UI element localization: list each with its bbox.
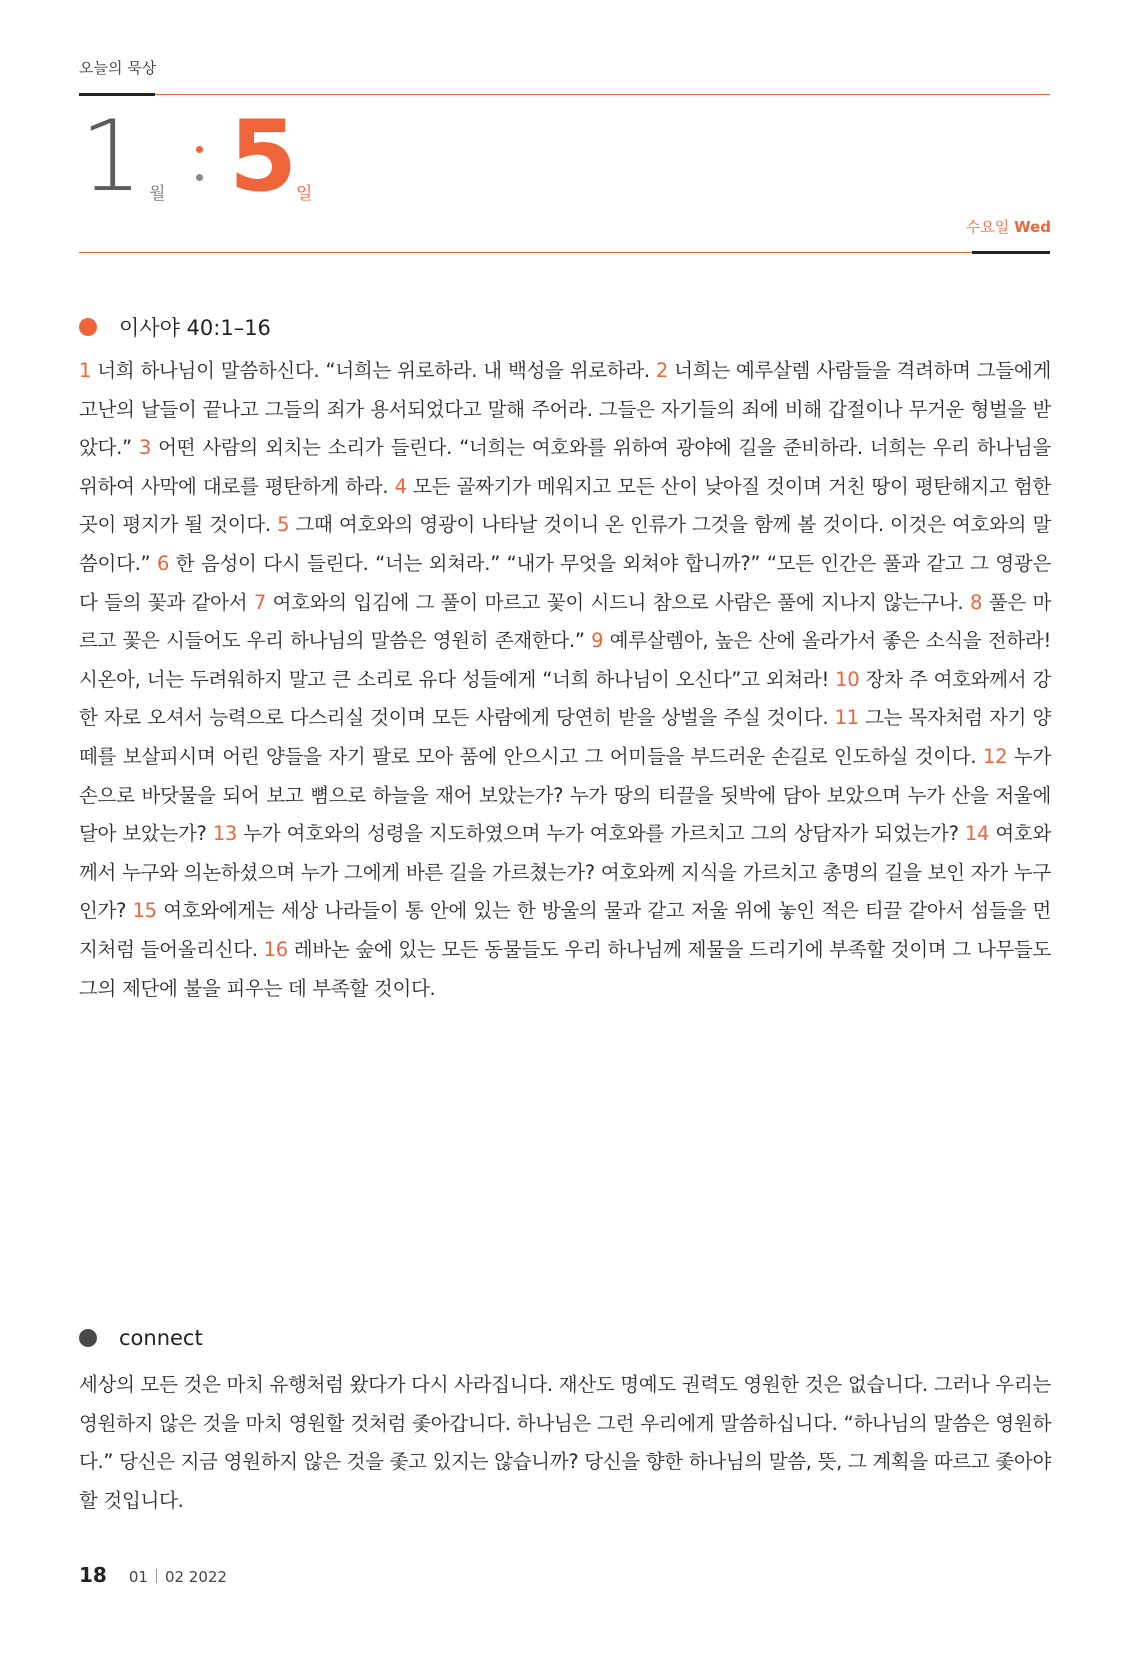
verse-text: 풀은 마르고 꽃은 시들어도 우리 하나님의 말씀은 영원히 존재한다.” <box>79 590 1051 653</box>
verse-number: 10 <box>835 667 860 691</box>
verse-number: 7 <box>253 590 266 614</box>
verse-text: 여호와의 입김에 그 풀이 마르고 꽃이 시드니 참으로 사람은 풀에 지나지 않는구나. <box>265 590 970 614</box>
verse-text: 누가 여호와의 성령을 지도하였으며 누가 여호와를 가르치고 그의 상담자가 되었는가? <box>237 822 965 846</box>
date-day-unit: 일 <box>296 184 313 204</box>
verse-number: 8 <box>969 590 983 614</box>
date-month-unit: 월 <box>149 184 166 204</box>
verse-number: 14 <box>964 822 990 846</box>
verse-number: 6 <box>156 551 170 575</box>
verse-text: 모든 골짜기가 메워지고 모든 산이 낮아질 것이며 거친 땅이 평탄해지고 험한 곳이 평지가 될 것이다. <box>79 474 1051 537</box>
connect-heading <box>79 1326 203 1350</box>
issue-divider <box>156 1569 157 1583</box>
connect-body: 세상의 모든 것은 마치 유행처럼 왔다가 다시 사라집니다. 재산도 명예도 권력도 영원한 것은 없습니다. 그러나 우리는 영원하지 않은 것을 마치 영원할 것처럼 좇아갑니다. 하나님은 그런 우리에게 말씀하십니다. “하나님의 말씀은 영원하다.” 당신은 지금 영원하지 않은 것을 좇고 있지는 않습니까? 당신을 향한 하나님의 말씀, 뜻, 그 계획을 따르고 좇아야 할 것입니다. <box>79 1373 1051 1512</box>
connect-title: connect <box>119 1326 203 1350</box>
scripture-heading <box>79 312 271 342</box>
issue-number: 02 2022 <box>164 1568 227 1586</box>
verse-text: 너희는 예루살렘 사람들을 격려하며 그들에게 고난의 날들이 끝나고 그들의 죄가 용서되었다고 말해 주어라. 그들은 자기들의 죄에 비해 갑절이나 무거운 형벌을 받았다.” <box>79 359 1051 460</box>
issue-info <box>129 1568 227 1586</box>
header-rule-dark <box>79 93 155 96</box>
verse-text: 여호와에게는 세상 나라들이 통 안에 있는 한 방울의 물과 같고 저울 위에 놓인 적은 티끌 같아서 섬들을 먼지처럼 들어올리신다. <box>79 899 1051 961</box>
weekday-ko: 수요일 <box>965 218 1010 236</box>
verse-text: 레바논 숲에 있는 모든 동물들도 우리 하나님께 제물을 드리기에 부족할 것이며 그 나무들도 그의 제단에 불을 피우는 데 부족할 것이다. <box>79 937 1051 1000</box>
verse-text: 여호와께서 누구와 의논하셨으며 누가 그에게 바른 길을 가르쳤는가? 여호와께 지식을 가르치고 총명의 길을 보인 자가 누구인가? <box>79 822 1051 923</box>
verse-number: 15 <box>132 899 157 923</box>
verse-text: 그때 여호와의 영광이 나타날 것이니 온 인류가 그것을 함께 볼 것이다. 이것은 여호와의 말씀이다.” <box>79 513 1052 575</box>
verse-number: 2 <box>655 359 669 382</box>
weekday-en: Wed <box>1014 218 1051 236</box>
verse-number: 5 <box>277 513 290 537</box>
verse-text: 장차 주 여호와께서 강한 자로 오셔서 능력으로 다스리실 것이며 모든 사람에게 당연히 받을 상벌을 주실 것이다. <box>79 667 1051 730</box>
footer <box>79 1563 227 1587</box>
date-separator <box>196 140 204 190</box>
verse-number: 16 <box>263 937 288 961</box>
weekday <box>966 216 1051 237</box>
bullet-icon <box>79 1329 97 1347</box>
verse-text: 그는 목자처럼 자기 양떼를 보살피시며 어린 양들을 자기 팔로 모아 품에 안으시고 그 어미들을 부드러운 손길로 인도하실 것이다. <box>79 706 1051 768</box>
verse-number: 9 <box>591 629 604 653</box>
date-day: 5 <box>229 100 296 214</box>
verse-text: 누가 손으로 바닷물을 되어 보고 뼘으로 하늘을 재어 보았는가? 누가 땅의 티끌을 됫박에 담아 보았으며 누가 산을 저울에 달아 보았는가? <box>79 744 1051 846</box>
bullet-icon <box>79 318 97 336</box>
date-rule-dark <box>972 251 1050 254</box>
verse-text: 한 음성이 다시 들린다. “너는 외쳐라.” “내가 무엇을 외쳐야 합니까?” “모든 인간은 풀과 같고 그 영광은 다 들의 꽃과 같아서 <box>79 551 1051 614</box>
header-rule-accent <box>155 94 1050 95</box>
verse-number: 1 <box>79 359 92 382</box>
scripture-reference: 이사야 40:1–16 <box>119 316 271 340</box>
verse-text: 예루살렘아, 높은 산에 올라가서 좋은 소식을 전하라! 시온아, 너는 두려워하지 말고 큰 소리로 유다 성들에게 “너희 하나님이 오신다”고 외쳐라! <box>79 629 1052 691</box>
date-month: 1 <box>80 100 141 214</box>
verse-number: 4 <box>394 474 407 498</box>
separator-dot-top <box>196 146 203 153</box>
verse-number: 3 <box>138 436 152 460</box>
verse-number: 11 <box>834 706 859 730</box>
verse-text: 너희 하나님이 말씀하신다. “너희는 위로하라. 내 백성을 위로하라. <box>91 359 656 382</box>
date-rule-accent <box>79 252 972 253</box>
separator-dot-bottom <box>196 174 203 181</box>
scripture-body <box>79 352 1051 1008</box>
section-label: 오늘의 묵상 <box>79 59 157 77</box>
issue-month: 01 <box>128 1568 148 1586</box>
verse-text: 어떤 사람의 외치는 소리가 들린다. “너희는 여호와를 위하여 광야에 길을 준비하라. 너희는 우리 하나님을 위하여 사막에 대로를 평탄하게 하라. <box>79 436 1051 498</box>
verse-number: 13 <box>212 822 238 846</box>
verse-number: 12 <box>982 744 1008 768</box>
page-number: 18 <box>79 1563 107 1587</box>
